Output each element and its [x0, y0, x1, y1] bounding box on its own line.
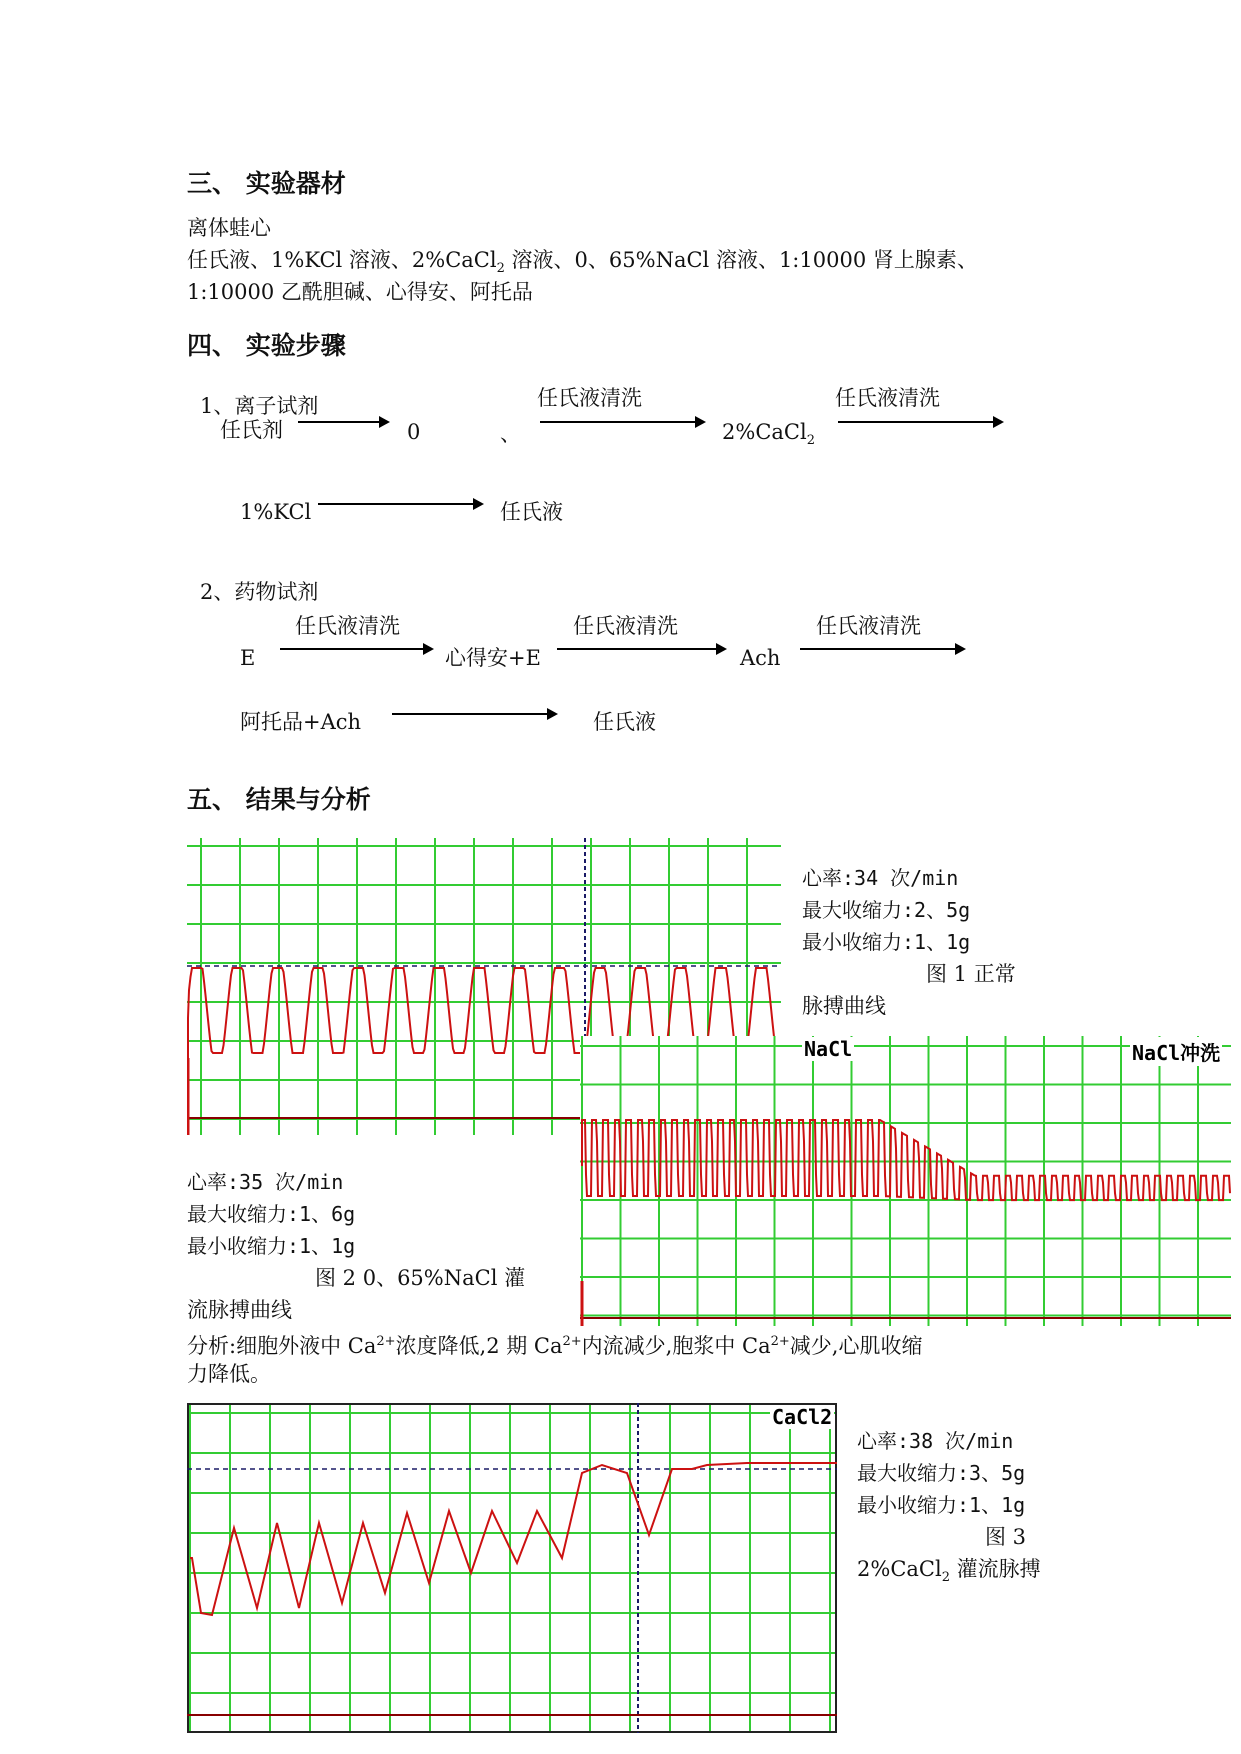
- fig2-caption-2: 流脉搏曲线: [187, 1298, 292, 1322]
- fig1-max-force: 最大收缩力:2、5g: [802, 898, 971, 922]
- flow1-arrow-1: [298, 421, 388, 423]
- flow2-mid: 心得安+E: [445, 646, 541, 670]
- fig1-caption-2: 脉搏曲线: [802, 994, 886, 1018]
- flow1-wash-2: 任氏液清洗: [835, 386, 940, 410]
- section-3-heading: 三、 实验器材: [187, 169, 346, 198]
- analysis-line-2: 力降低。: [187, 1362, 271, 1386]
- flow2-arrow-3: [800, 648, 964, 650]
- flow1-label: 1、离子试剂: [200, 394, 319, 418]
- flow2-atropine: 阿托品+Ach: [240, 710, 362, 734]
- flow1-kcl: 1%KCl: [240, 500, 312, 524]
- flow1-end: 任氏液: [500, 500, 563, 524]
- fig2-label-wash: NaCl冲洗: [1130, 1037, 1222, 1066]
- flow2-ach: Ach: [740, 646, 781, 670]
- flow1-arrow-3: [838, 421, 1002, 423]
- equipment-line-1: 离体蛙心: [187, 216, 271, 240]
- waveform: [190, 1463, 837, 1615]
- waveform: [582, 1120, 1230, 1200]
- flow1-cacl2: 2%CaCl$_2$: [722, 420, 815, 449]
- fig1-heart-rate: 心率:34 次/min: [802, 866, 959, 890]
- flow2-e: E: [240, 646, 256, 670]
- analysis-line-1: 分析:细胞外液中 $Ca^{2+}$浓度降低,2 期 $Ca^{2+}$内流减少,胞浆中 $Ca^{2+}$减少,心肌收缩: [187, 1334, 923, 1358]
- section-4-heading: 四、 实验步骤: [187, 331, 346, 360]
- flow2-arrow-4: [392, 713, 556, 715]
- flow1-start: 任氏剂: [220, 418, 283, 442]
- fig2-heart-rate: 心率:35 次/min: [187, 1170, 344, 1194]
- flow1-arrow-2: [540, 421, 704, 423]
- flow1-wash-1: 任氏液清洗: [537, 386, 642, 410]
- fig2-min-force: 最小收缩力:1、1g: [187, 1234, 356, 1258]
- flow1-zero: 0: [407, 420, 421, 444]
- flow2-end: 任氏液: [593, 710, 656, 734]
- flow1-arrow-4: [318, 503, 482, 505]
- figure-3-trace: [187, 1403, 837, 1733]
- equipment-line-3: 1:10000 乙酰胆碱、心得安、阿托品: [187, 280, 533, 304]
- flow2-arrow-2: [557, 648, 725, 650]
- flow2-arrow-1: [280, 648, 432, 650]
- figure-2-trace: [580, 1036, 1231, 1326]
- flow2-wash-1: 任氏液清洗: [295, 614, 400, 638]
- fig2-label-nacl: NaCl: [804, 1037, 853, 1061]
- fig2-max-force: 最大收缩力:1、6g: [187, 1202, 356, 1226]
- fig3-heart-rate: 心率:38 次/min: [857, 1429, 1014, 1453]
- flow2-wash-2: 任氏液清洗: [573, 614, 678, 638]
- fig1-min-force: 最小收缩力:1、1g: [802, 930, 971, 954]
- fig3-min-force: 最小收缩力:1、1g: [857, 1493, 1026, 1517]
- fig3-label-cacl2: CaCl2: [772, 1405, 833, 1429]
- fig1-caption: 图 1 正常: [926, 962, 1016, 986]
- fig2-caption: 图 2 0、65%NaCl 灌: [315, 1266, 526, 1290]
- flow2-label: 2、药物试剂: [200, 580, 319, 604]
- flow2-wash-3: 任氏液清洗: [816, 614, 921, 638]
- equipment-line-2: 任氏液、1%KCl 溶液、2%CaCl$_2$ 溶液、0、65%NaCl 溶液、1:10000 肾上腺素、: [187, 248, 978, 277]
- flow1-sep: 、: [500, 422, 521, 446]
- fig3-caption: 图 3: [985, 1525, 1027, 1549]
- fig3-max-force: 最大收缩力:3、5g: [857, 1461, 1026, 1485]
- fig3-caption-2: 2%CaCl$_2$ 灌流脉搏: [857, 1557, 1041, 1586]
- section-5-heading: 五、 结果与分析: [187, 785, 371, 814]
